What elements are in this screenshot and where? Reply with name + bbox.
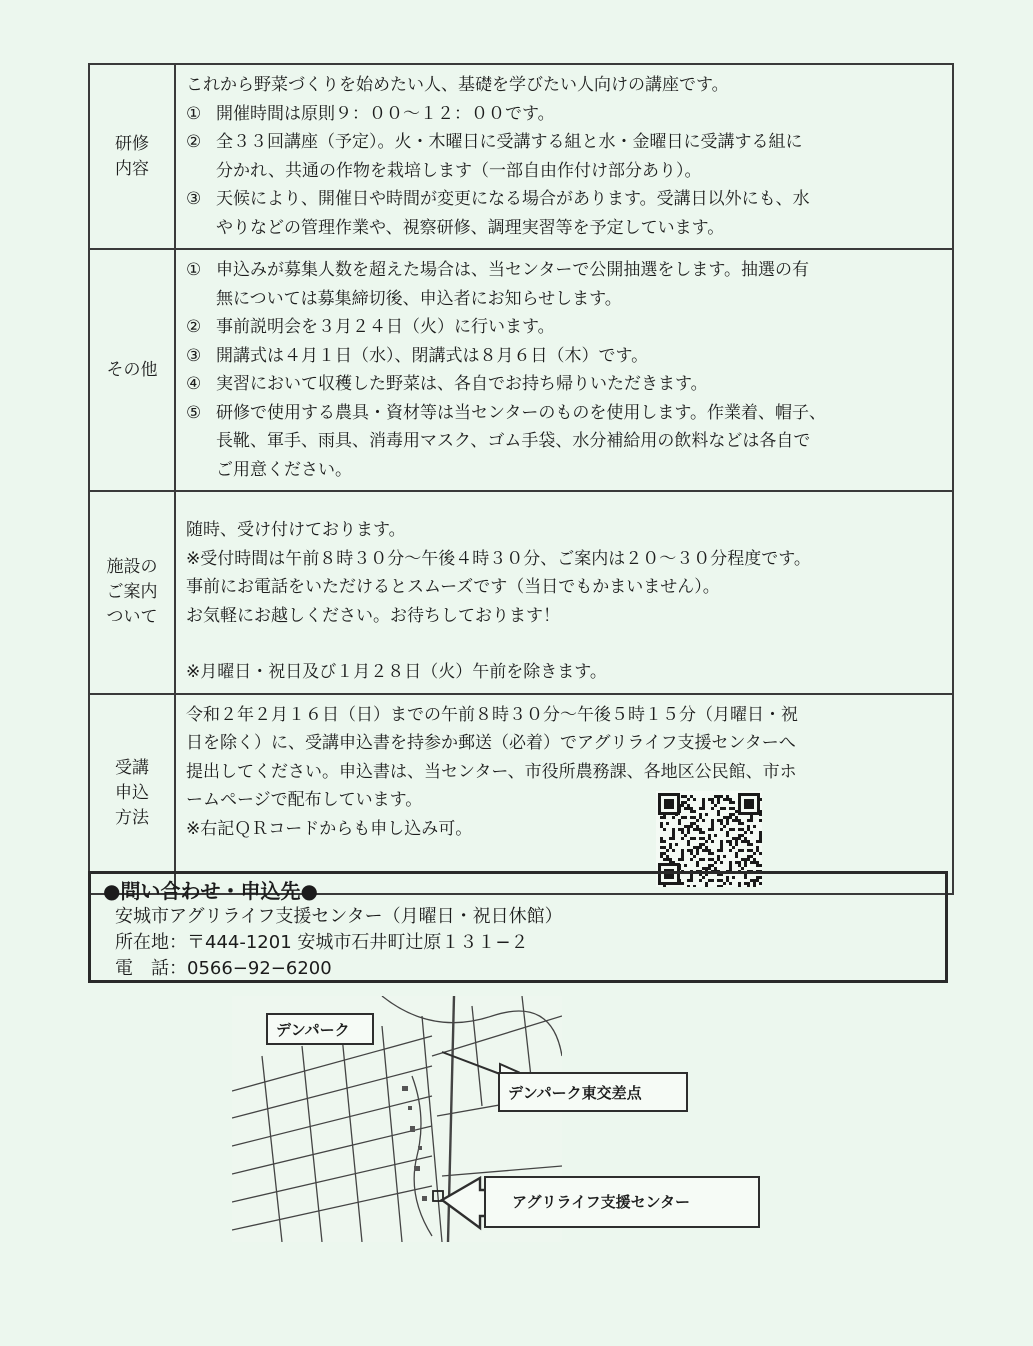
training-content: [175, 64, 953, 249]
facility-content: [175, 491, 953, 694]
item-number: ②: [186, 132, 202, 152]
list-item: [186, 342, 942, 371]
table-row: [89, 249, 953, 491]
table-row: [89, 694, 953, 894]
contact-address: 所在地：〒444-1201 安城市石井町辻原１３１−２: [115, 932, 529, 953]
list-item: [186, 100, 942, 129]
list-item: [186, 370, 942, 399]
item-number: ③: [186, 345, 202, 366]
map-label-intersection: デンパーク東交差点: [498, 1072, 688, 1112]
other-content: [175, 249, 953, 491]
contact-name: 安城市アグリライフ支援センター（月曜日・祝日休館）: [115, 906, 563, 927]
item-text: 申込みが募集人数を超えた場合は、当センターで公開抽選をします。抽選の有: [216, 260, 809, 280]
row-header-other: その他: [89, 249, 175, 491]
facility-text: お気軽にお越しください。お待ちしております！: [186, 605, 560, 626]
item-text: 研修で使用する農具・資材等は当センターのものを使用します。作業着、帽子、: [216, 402, 826, 423]
apply-content: [175, 694, 953, 894]
apply-text: ームページで配布しています。: [186, 790, 423, 810]
row-header-apply: 受講 申込 方法: [89, 694, 175, 894]
map-label-center: アグリライフ支援センター: [484, 1176, 760, 1228]
contact-title: ●問い合わせ・申込先●: [103, 879, 318, 903]
table-row: [89, 491, 953, 694]
item-number: ①: [186, 103, 202, 124]
item-text: 無については募集締切後、申込者にお知らせします。: [216, 288, 622, 309]
facility-note: ※月曜日・祝日及び１月２８日（火）午前を除きます。: [186, 662, 607, 682]
item-text: 事前説明会を３月２４日（火）に行います。: [216, 317, 555, 337]
list-item: [186, 256, 942, 313]
item-text: ご用意ください。: [216, 459, 352, 480]
item-text: 全３３回講座（予定）。火・木曜日に受講する組と水・金曜日に受講する組に: [216, 132, 803, 152]
item-text: 天候により、開催日や時間が変更になる場合があります。受講日以外にも、水: [216, 189, 810, 209]
item-text: 開講式は４月１日（水）、閉講式は８月６日（木）です。: [216, 345, 649, 366]
item-number: ③: [186, 189, 202, 209]
facility-text: ※受付時間は午前８時３０分〜午後４時３０分、ご案内は２０〜３０分程度です。: [186, 548, 811, 569]
list-item: [186, 313, 942, 342]
item-text: 長靴、軍手、雨具、消毒用マスク、ゴム手袋、水分補給用の飲料などは各自で: [216, 431, 811, 451]
facility-text: 随時、受け付けております。: [186, 520, 406, 540]
item-text: やりなどの管理作業や、視察研修、調理実習等を予定しています。: [216, 217, 725, 238]
list-item: [186, 185, 942, 242]
map-label-park: デンパーク: [266, 1013, 374, 1045]
item-text: 開催時間は原則９：００〜１２：００です。: [216, 103, 555, 124]
apply-text: 日を除く）に、受講申込書を持参か郵送（必着）でアグリライフ支援センターへ: [186, 733, 796, 753]
item-text: 分かれ、共通の作物を栽培します（一部自由作付け部分あり）。: [216, 160, 702, 181]
item-number: ⑤: [186, 402, 202, 423]
apply-text: 提出してください。申込書は、当センター、市役所農務課、各地区公民館、市ホ: [186, 761, 797, 782]
contact-box: [88, 871, 948, 983]
list-item: [186, 128, 942, 185]
apply-text: ※右記ＱＲコードからも申し込み可。: [186, 818, 473, 839]
item-number: ②: [186, 317, 202, 337]
row-header-training: 研修 内容: [89, 64, 175, 249]
list-item: [186, 399, 942, 485]
table-row: [89, 64, 953, 249]
facility-text: 事前にお電話をいただけるとスムーズです（当日でもかまいません）。: [186, 577, 720, 597]
row-header-facility: 施設の ご案内 ついて: [89, 491, 175, 694]
info-table: [88, 63, 954, 895]
training-intro: これから野菜づくりを始めたい人、基礎を学びたい人向けの講座です。: [186, 75, 729, 95]
apply-text: 令和２年２月１６日（日）までの午前８時３０分〜午後５時１５分（月曜日・祝: [186, 704, 798, 725]
item-number: ④: [186, 374, 202, 394]
item-text: 実習において収穫した野菜は、各自でお持ち帰りいただきます。: [216, 374, 708, 394]
contact-phone: 電 話：0566−92−6200: [115, 958, 332, 979]
item-number: ①: [186, 260, 202, 280]
